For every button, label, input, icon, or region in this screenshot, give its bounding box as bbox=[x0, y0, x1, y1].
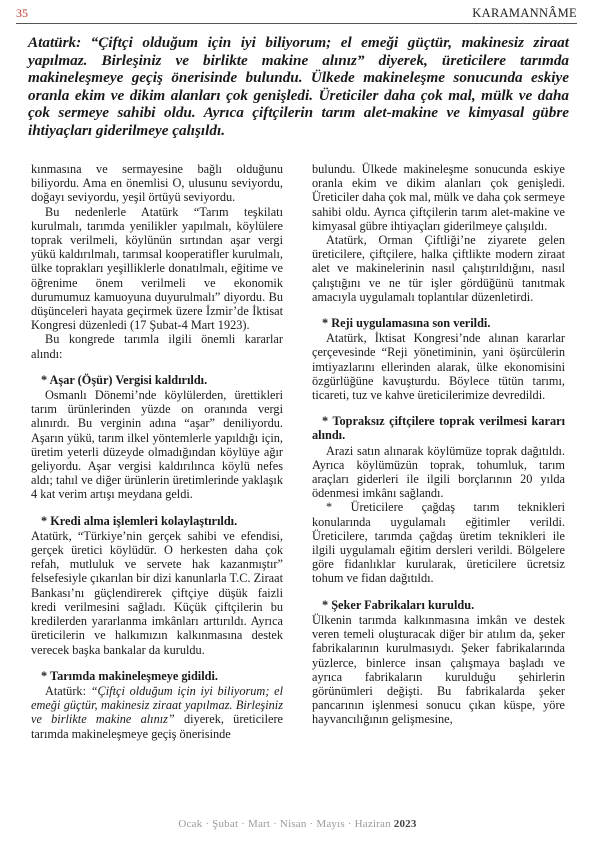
issue-year: 2023 bbox=[393, 818, 417, 830]
section-heading: * Aşar (Öşür) Vergisi kaldırıldı. bbox=[41, 372, 208, 387]
magazine-title: KARAMANNÂME bbox=[472, 6, 577, 20]
paragraph: Osmanlı Dönemi’nde köylülerden, ürettikleri tarım ürünlerinden yüzde on oranında vergi alınırdı. Bu verginin adına “aşar” deniliyordu. Aşarın yükü, tarım ilkel yöntemlerle yapıldığı için, üretim yeterli düzeyde olmadığından köylüye ağır geliyordu. Aşar vergisi kaldırılınca köylü nefes aldı; tahıl ve diğer ürünlerin üretimlerinde yaklaşık 4 kat verim artışı meydana geldi. bbox=[31, 388, 283, 502]
section-heading: * Tarımda makineleşmeye gidildi. bbox=[41, 668, 218, 683]
paragraph: Bu kongrede tarımla ilgili önemli kararlar alındı: bbox=[31, 332, 283, 361]
section-heading: * Reji uygulamasına son verildi. bbox=[322, 316, 491, 331]
paragraph: Arazi satın alınarak köylümüze toprak dağıtıldı. Ayrıca köylümüzün toprak, tohumluk, tarım araçları giderleri ile ilgili borçlarının 20 yılda ödenmesi imkânı sağlandı. bbox=[312, 443, 565, 501]
page-number: 35 bbox=[16, 6, 28, 20]
paragraph: Atatürk, İktisat Kongresi’nde alınan kararlar çerçevesinde “Reji yönetiminin, yani öşürcülerin imtiyazlarını ellerinden alarak, ülke ekonomisini özgürlüğüne kavuşturdu. Böylece tütün tarımı, ticareti, tuz ve kahve üreticilerimize devredildi. bbox=[312, 331, 565, 403]
paragraph: Atatürk, “Türkiye’nin gerçek sahibi ve efendisi, gerçek üretici köylüdür. O herkesten daha çok refah, mutluluk ve servete hak kazanmıştır” felsefesiyle çıkarılan bir dizi kanunlarla T.C. Ziraat Bankası’nı güçlendirerek çiftçiye düşük faizli kredi verilmesini sağladı. Küçük çiftçilerin bu kredilerden yararlanma imkânları arttırıldı. Ayrıca üreticilerin ve halkımızın kalkınmasına destek verecek başka bankalar da kuruldu. bbox=[31, 528, 283, 657]
header-divider bbox=[16, 23, 577, 24]
paragraph: * Üreticilere çağdaş tarım teknikleri konularında uygulamalı eğitimler verildi. Üreticilere, tarımda çağdaş üretim teknikleri ile ilgili uygulamalı eğitim dersleri verildi. Bölgelere göre fidanlıklar kurularak, üreticilere ücretsiz tohum ve fidan dağıtıldı. bbox=[312, 500, 565, 586]
paragraph: Ülkenin tarımda kalkınmasına imkân ve destek veren temeli oluşturacak diğer bir atılım da, şeker fabrikalarının kurulmasıydı. Şeker fabrikalarında yüzlerce, binlerce insan çalışmaya başladı ve ayrıca fabrikaların kurulduğu şehirlerin görünümleri değişti. Bu fabrikalarda şeker pancarının işlenmesi sonucu çıkan küspe, yöre hayvancılığının gelişmesine, bbox=[312, 612, 565, 727]
quote-text: “Çiftçi olduğum için iyi biliyorum; el emeği güçtür, makinesiz ziraat yapılmaz. Birleşiniz ve birlikte makine alınız” bbox=[31, 683, 283, 727]
section-heading: * Kredi alma işlemleri kolaylaştırıldı. bbox=[41, 513, 238, 528]
page-footer bbox=[0, 818, 595, 830]
section-heading: * Şeker Fabrikaları kuruldu. bbox=[322, 597, 475, 612]
paragraph bbox=[31, 684, 283, 741]
paragraph: Bu nedenlerle Atatürk “Tarım teşkilatı kurulmalı, tarımda yenilikler yapılmalı, köylülere toprak verilmeli, köylünün sırtından aşar vergi yükü kaldırılmalı, tarımsal kooperatifler kurulmalı, ülke toprakları yeşilliklerle donatılmalı, eğitime ve öğrenime önem verilmeli ve ekonomik durumumuz kamuoyuna duyurulmalı” diyordu. Bu düşünceleri hayata geçirmek üzere İzmir’de İktisat Kongresi düzenledi (17 Şubat-4 Mart 1923). bbox=[31, 204, 283, 333]
paragraph: kınmasına ve sermayesine bağlı olduğunu biliyordu. Ama en önemlisi O, ulusunu seviyordu, doğayı seviyordu, yeşil örtüyü seviyordu. bbox=[31, 162, 283, 205]
paragraph: bulundu. Ülkede makineleşme sonucunda eskiye oranla ekim ve dikim alanları çok genişledi. Üreticiler daha çok mal, mülk ve daha çok sermeye sahibi oldu. Ayrıca çiftçilerin tarım alet-makine ve kimyasal gübre ihtiyaçları giderilmeye çalışıldı. bbox=[312, 162, 566, 233]
quote-lead: Atatürk: bbox=[45, 683, 91, 698]
issue-months: Ocak · Şubat · Mart · Nisan · Mayıs · Haziran bbox=[178, 818, 391, 830]
left-column bbox=[31, 162, 283, 741]
right-column bbox=[312, 162, 565, 727]
section-heading: * Topraksız çiftçilere toprak verilmesi kararı alındı. bbox=[312, 414, 565, 443]
quote-tail: diyerek, üreticilere tarımda makineleşmeye geçiş önerisinde bbox=[31, 712, 284, 741]
paragraph: Atatürk, Orman Çiftliği’ne ziyarete gelen üreticilere, çiftçilere, halka çiftlikte modern ziraat alet ve makinelerinin nasıl çalıştırıldığını, nasıl çalıştığını ve ne tür işler gördüğünü tanıtmak amacıyla uygulamalı toplantılar düzenletirdi. bbox=[312, 233, 565, 304]
pull-quote: Atatürk: “Çiftçi olduğum için iyi biliyorum; el emeği güçtür, makinesiz ziraat yapılmaz. Birleşiniz ve birlikte makine alınız” diyerek, üreticilere tarımda makineleşmeye geçiş önerisinde bulundu. Ülkede makineleşme sonucunda eskiye oranla ekim ve dikim alanları çok genişledi. Üreticiler daha çok mal, mülk ve daha çok sermeye sahibi oldu. Ayrıca çiftçilerin tarım alet-makine ve kimyasal gübre ihtiyaçları giderilmeye çalışıldı. bbox=[28, 34, 569, 139]
